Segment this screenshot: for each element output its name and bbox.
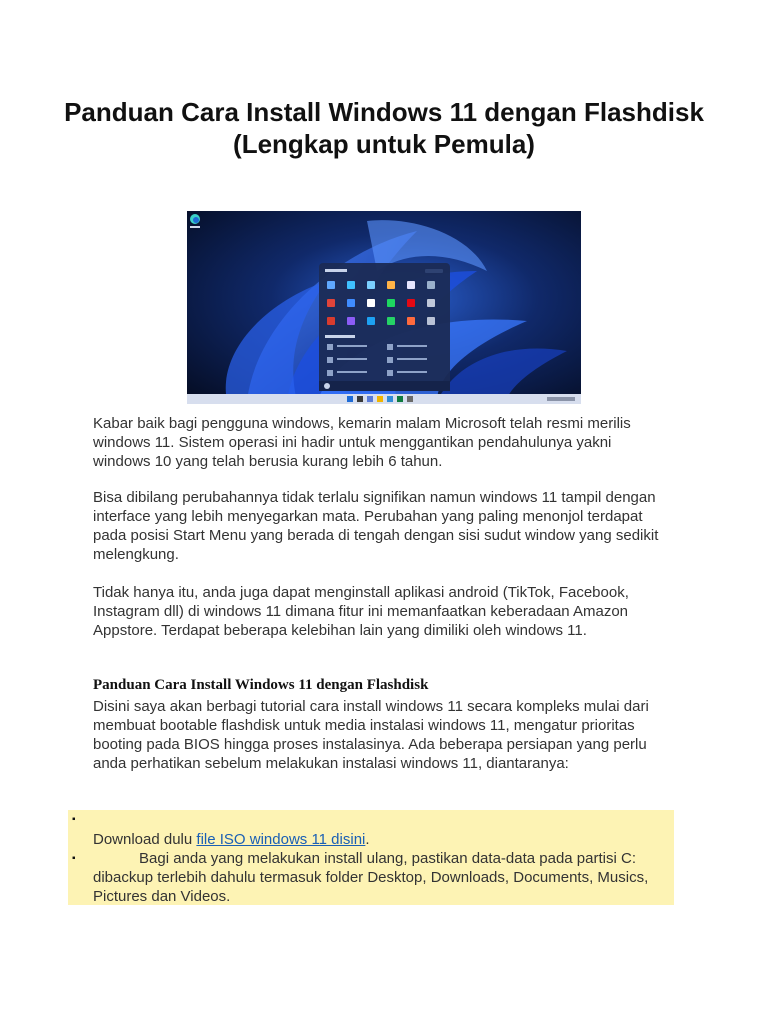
paragraph-intro: Kabar baik bagi pengguna windows, kemarin malam Microsoft telah resmi merilis windows 11. Sistem operasi ini hadir untuk menggantikan pendahulunya yakni windows 10 yang telah berusia kurang lebih 6 tahun. [93,415,631,470]
windows-11-screenshot [187,211,581,404]
list-item-download [93,830,668,849]
paragraph-interface: Bisa dibilang perubahannya tidak terlalu signifikan namun windows 11 tampil dengan interface yang lebih menyegarkan mata. Perubahan yang paling menonjol terdapat pada posisi Start Menu yang berada di tengah dengan sisi sudut window yang sedikit melengkung. [93,489,659,563]
start-menu [319,263,450,391]
list-item-backup: Bagi anda yang melakukan install ulang, pastikan data-data pada partisi C: dibackup terlebih dahulu termasuk folder Desktop, Downloads, Documents, Musics, Pictures dan Videos. [93,850,649,905]
paragraph-android-apps: Tidak hanya itu, anda juga dapat menginstall aplikasi android (TikTok, Facebook, Instagram dll) di windows 11 dimana fitur ini memanfaatkan keberadaan Amazon Appstore. Terdapat beberapa kelebihan lain yang dimiliki oleh windows 11. [93,584,629,639]
list-item-text: Download dulu [93,831,197,848]
bullet-marker: ▪ [72,853,76,864]
taskbar [187,394,581,404]
page-title: Panduan Cara Install Windows 11 dengan Flashdisk (Lengkap untuk Pemula) [64,97,704,159]
paragraph-tutorial-intro: Disini saya akan berbagi tutorial cara install windows 11 secara kompleks mulai dari membuat bootable flashdisk untuk media instalasi windows 11, mengatur prioritas booting pada BIOS hingga proses instalasinya. Ada beberapa persiapan yang perlu anda perhatikan sebelum melakukan instalasi windows 11, diantaranya: [93,698,649,772]
list-item-text: . [365,831,370,848]
iso-download-link[interactable]: file ISO windows 11 disini [196,831,366,848]
section-heading: Panduan Cara Install Windows 11 dengan Flashdisk [93,677,429,693]
bullet-marker: ▪ [72,814,76,825]
